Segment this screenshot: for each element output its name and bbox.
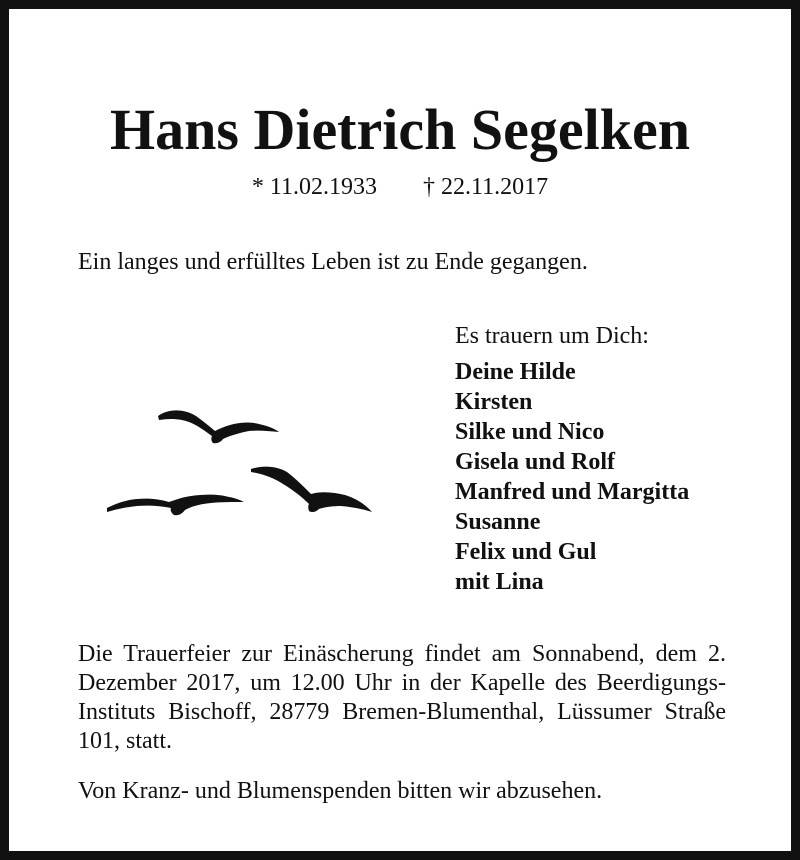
mourner-name: Felix und Gul xyxy=(455,539,597,565)
mourner-name: Kirsten xyxy=(455,389,533,415)
mourners-intro: Es trauern um Dich: xyxy=(455,323,649,349)
mourners-list xyxy=(455,357,689,597)
funeral-details: Die Trauerfeier zur Einäscherung findet am Sonnabend, dem 2. Dezember 2017, um 12.00 Uhr in der Kapelle des Beerdigungs-Instituts Bischoff, 28779 Bremen-Blumenthal, Lüssumer Straße 101, statt. xyxy=(78,641,726,754)
birds-illustration xyxy=(99,394,389,529)
motto-text: Ein langes und erfülltes Leben ist zu Ende gegangen. xyxy=(78,249,588,275)
mourner-name: Gisela und Rolf xyxy=(455,449,616,475)
birth-date: * 11.02.1933 xyxy=(251,174,377,200)
mourner-name: mit Lina xyxy=(455,569,544,595)
mourner-name: Manfred und Margitta xyxy=(455,479,690,505)
donations-note: Von Kranz- und Blumenspenden bitten wir abzusehen. xyxy=(78,778,603,804)
bird-icon xyxy=(107,495,244,516)
mourner-name: Silke und Nico xyxy=(455,419,605,445)
mourner-name: Susanne xyxy=(455,509,541,535)
mourners-block xyxy=(455,321,689,597)
death-date: † 22.11.2017 xyxy=(423,174,549,200)
deceased-name: Hans Dietrich Segelken xyxy=(110,97,690,162)
life-dates xyxy=(9,172,791,202)
mourner-name: Deine Hilde xyxy=(455,359,576,385)
bird-icon xyxy=(158,410,279,443)
bird-icon xyxy=(251,467,372,512)
